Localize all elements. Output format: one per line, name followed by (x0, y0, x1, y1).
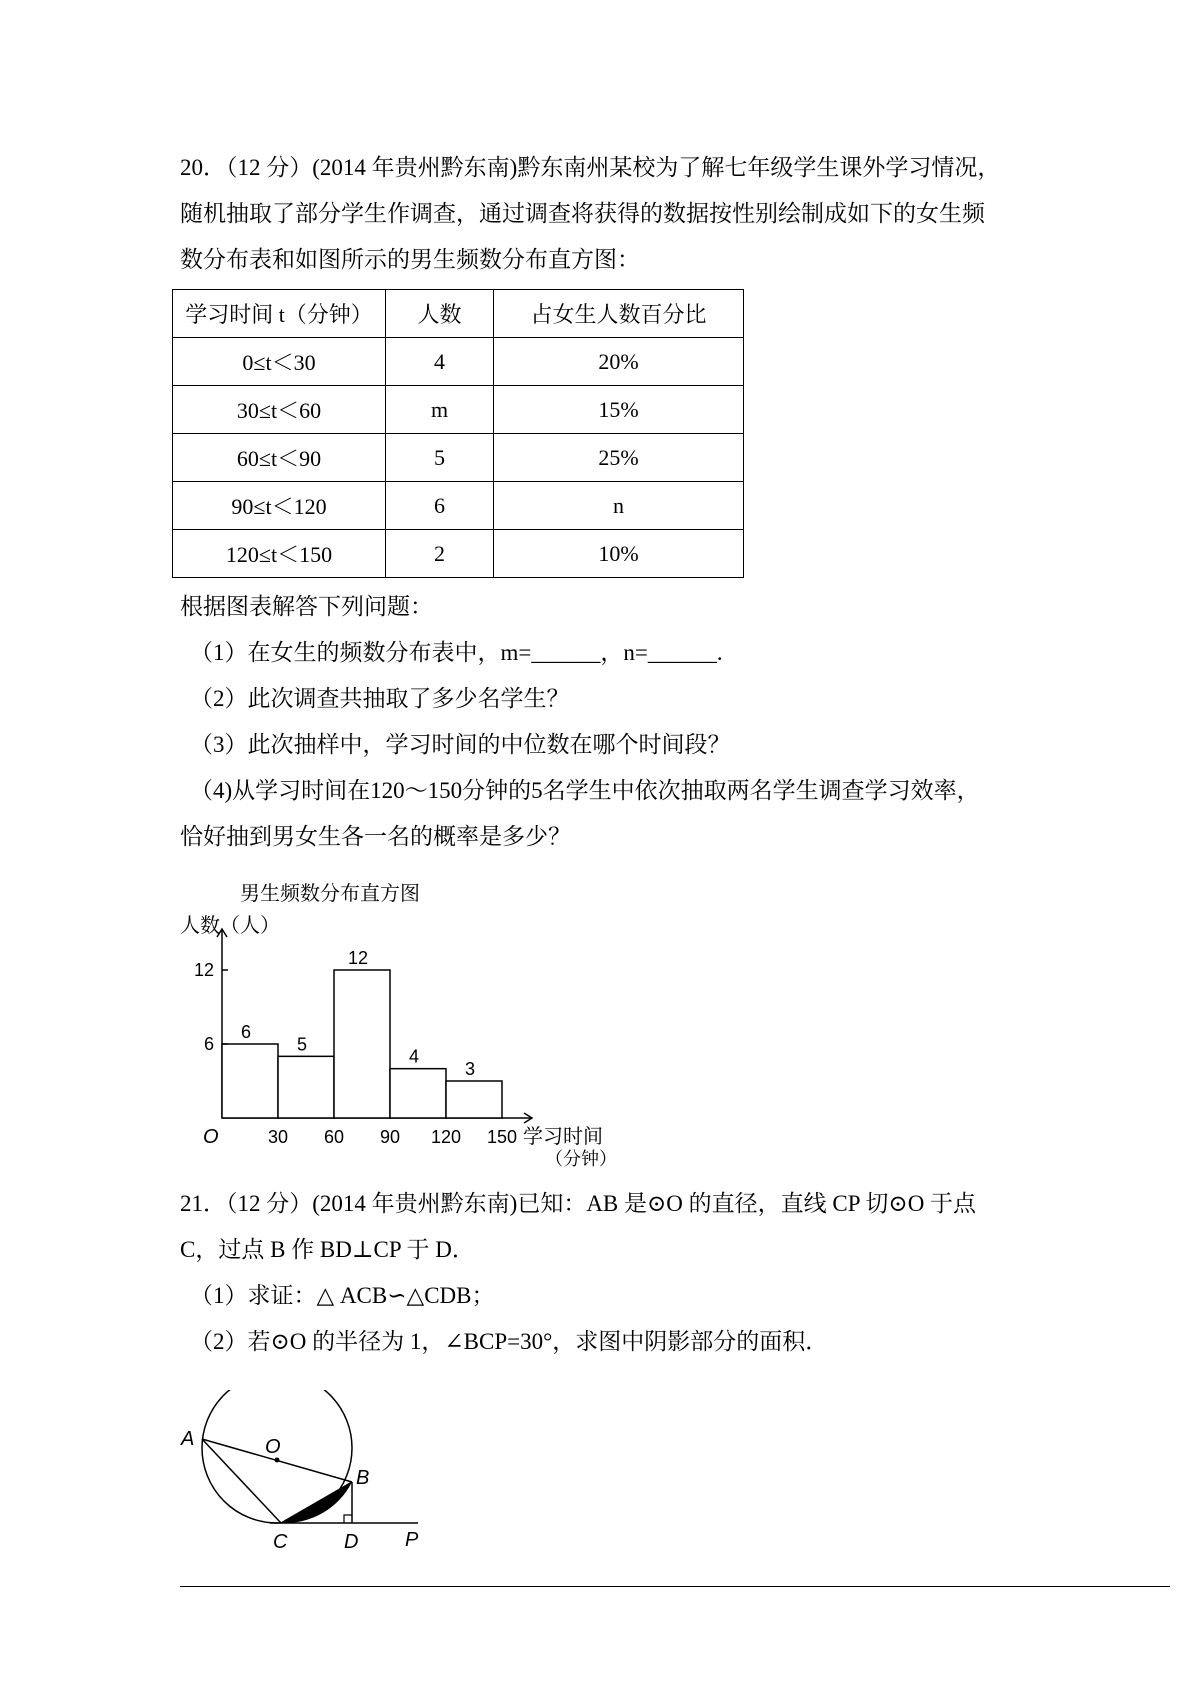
q21-line-2: C，过点 B 作 BD⊥CP 于 D． (180, 1237, 475, 1262)
table-cell: 4 (386, 338, 494, 386)
bar-data-label: 12 (347, 948, 369, 968)
table-cell: 0≤t＜30 (173, 338, 386, 386)
y-tick-label: 6 (203, 1034, 214, 1054)
label-b: B (356, 1467, 370, 1489)
table-cell: 25% (494, 434, 744, 482)
x-tick-label: 60 (323, 1127, 345, 1147)
chart-origin-label: O (203, 1126, 219, 1148)
q21-part-2: （2）若⊙O 的半径为 1，∠BCP=30°，求图中阴影部分的面积． (190, 1329, 829, 1354)
page-bottom-rule (180, 1586, 1170, 1587)
center-point-o (275, 1458, 280, 1463)
label-p: P (405, 1529, 419, 1551)
table-cell: 20% (494, 338, 744, 386)
bar-data-label: 6 (240, 1022, 252, 1042)
q21-part-1: （1）求证：△ ACB∽△CDB； (190, 1283, 495, 1308)
table-header: 学习时间 t（分钟） (173, 290, 386, 338)
q20-part-2: （2）此次调查共抽取了多少名学生？ (190, 686, 570, 711)
table-cell: 15% (494, 386, 744, 434)
table-cell: 5 (386, 434, 494, 482)
x-tick-label: 150 (486, 1127, 518, 1147)
q20-part-3: （3）此次抽样中，学习时间的中位数在哪个时间段？ (190, 732, 731, 757)
table-header: 占女生人数百分比 (494, 290, 744, 338)
q20-line-1: 20．（12 分）(2014 年贵州黔东南)黔东南州某校为了解七年级学生课外学习情况， (180, 155, 1001, 180)
chart-y-axis-label: 人数（人） (180, 915, 280, 937)
q20-line-3: 数分布表和如图所示的男生频数分布直方图： (180, 247, 640, 272)
bar-data-label: 5 (296, 1034, 308, 1055)
table-cell: m (386, 386, 494, 434)
x-tick-label: 90 (379, 1127, 401, 1147)
y-tick-label: 12 (193, 960, 214, 980)
label-o: O (265, 1436, 281, 1458)
q20-part-4b: 恰好抽到男女生各一名的概率是多少？ (180, 824, 571, 849)
x-tick-label: 120 (430, 1127, 462, 1147)
histogram-bar (334, 970, 390, 1118)
table-cell: 120≤t＜150 (173, 530, 386, 578)
chart-x-axis-label: 学习时间 (523, 1126, 603, 1148)
table-cell: 30≤t＜60 (173, 386, 386, 434)
histogram-bar (390, 1069, 446, 1118)
right-angle-mark (344, 1515, 352, 1523)
label-c: C (273, 1531, 288, 1553)
table-cell: 2 (386, 530, 494, 578)
q21-line-1: 21．（12 分）(2014 年贵州黔东南)已知：AB 是⊙O 的直径，直线 CP 切⊙O 于点 (180, 1191, 977, 1216)
table-cell: n (494, 482, 744, 530)
label-a: A (181, 1428, 195, 1450)
circle-tangent-figure (170, 1390, 430, 1570)
q20-line-2: 随机抽取了部分学生作调查，通过调查将获得的数据按性别绘制成如下的女生频 (180, 201, 985, 226)
chart-x-axis-unit: （分钟） (545, 1149, 617, 1169)
chart-title: 男生频数分布直方图 (240, 883, 420, 905)
histogram-bar (222, 1044, 278, 1118)
table-cell: 6 (386, 482, 494, 530)
histogram-bar (446, 1081, 502, 1118)
bar-data-label: 4 (408, 1046, 420, 1067)
table-cell: 60≤t＜90 (173, 434, 386, 482)
histogram-bar (278, 1056, 334, 1118)
bar-data-label: 3 (464, 1059, 476, 1079)
q20-part-4a: （4)从学习时间在120～150分钟的5名学生中依次抽取两名学生调查学习效率， (190, 778, 980, 803)
table-cell: 10% (494, 530, 744, 578)
q20-intro: 根据图表解答下列问题： (180, 594, 433, 619)
q20-part-1: （1）在女生的频数分布表中，m=______，n=______. (190, 640, 723, 665)
segment-cb (281, 1482, 352, 1523)
x-tick-label: 30 (267, 1127, 289, 1147)
table-cell: 90≤t＜120 (173, 482, 386, 530)
label-d: D (344, 1531, 359, 1553)
table-header: 人数 (386, 290, 494, 338)
